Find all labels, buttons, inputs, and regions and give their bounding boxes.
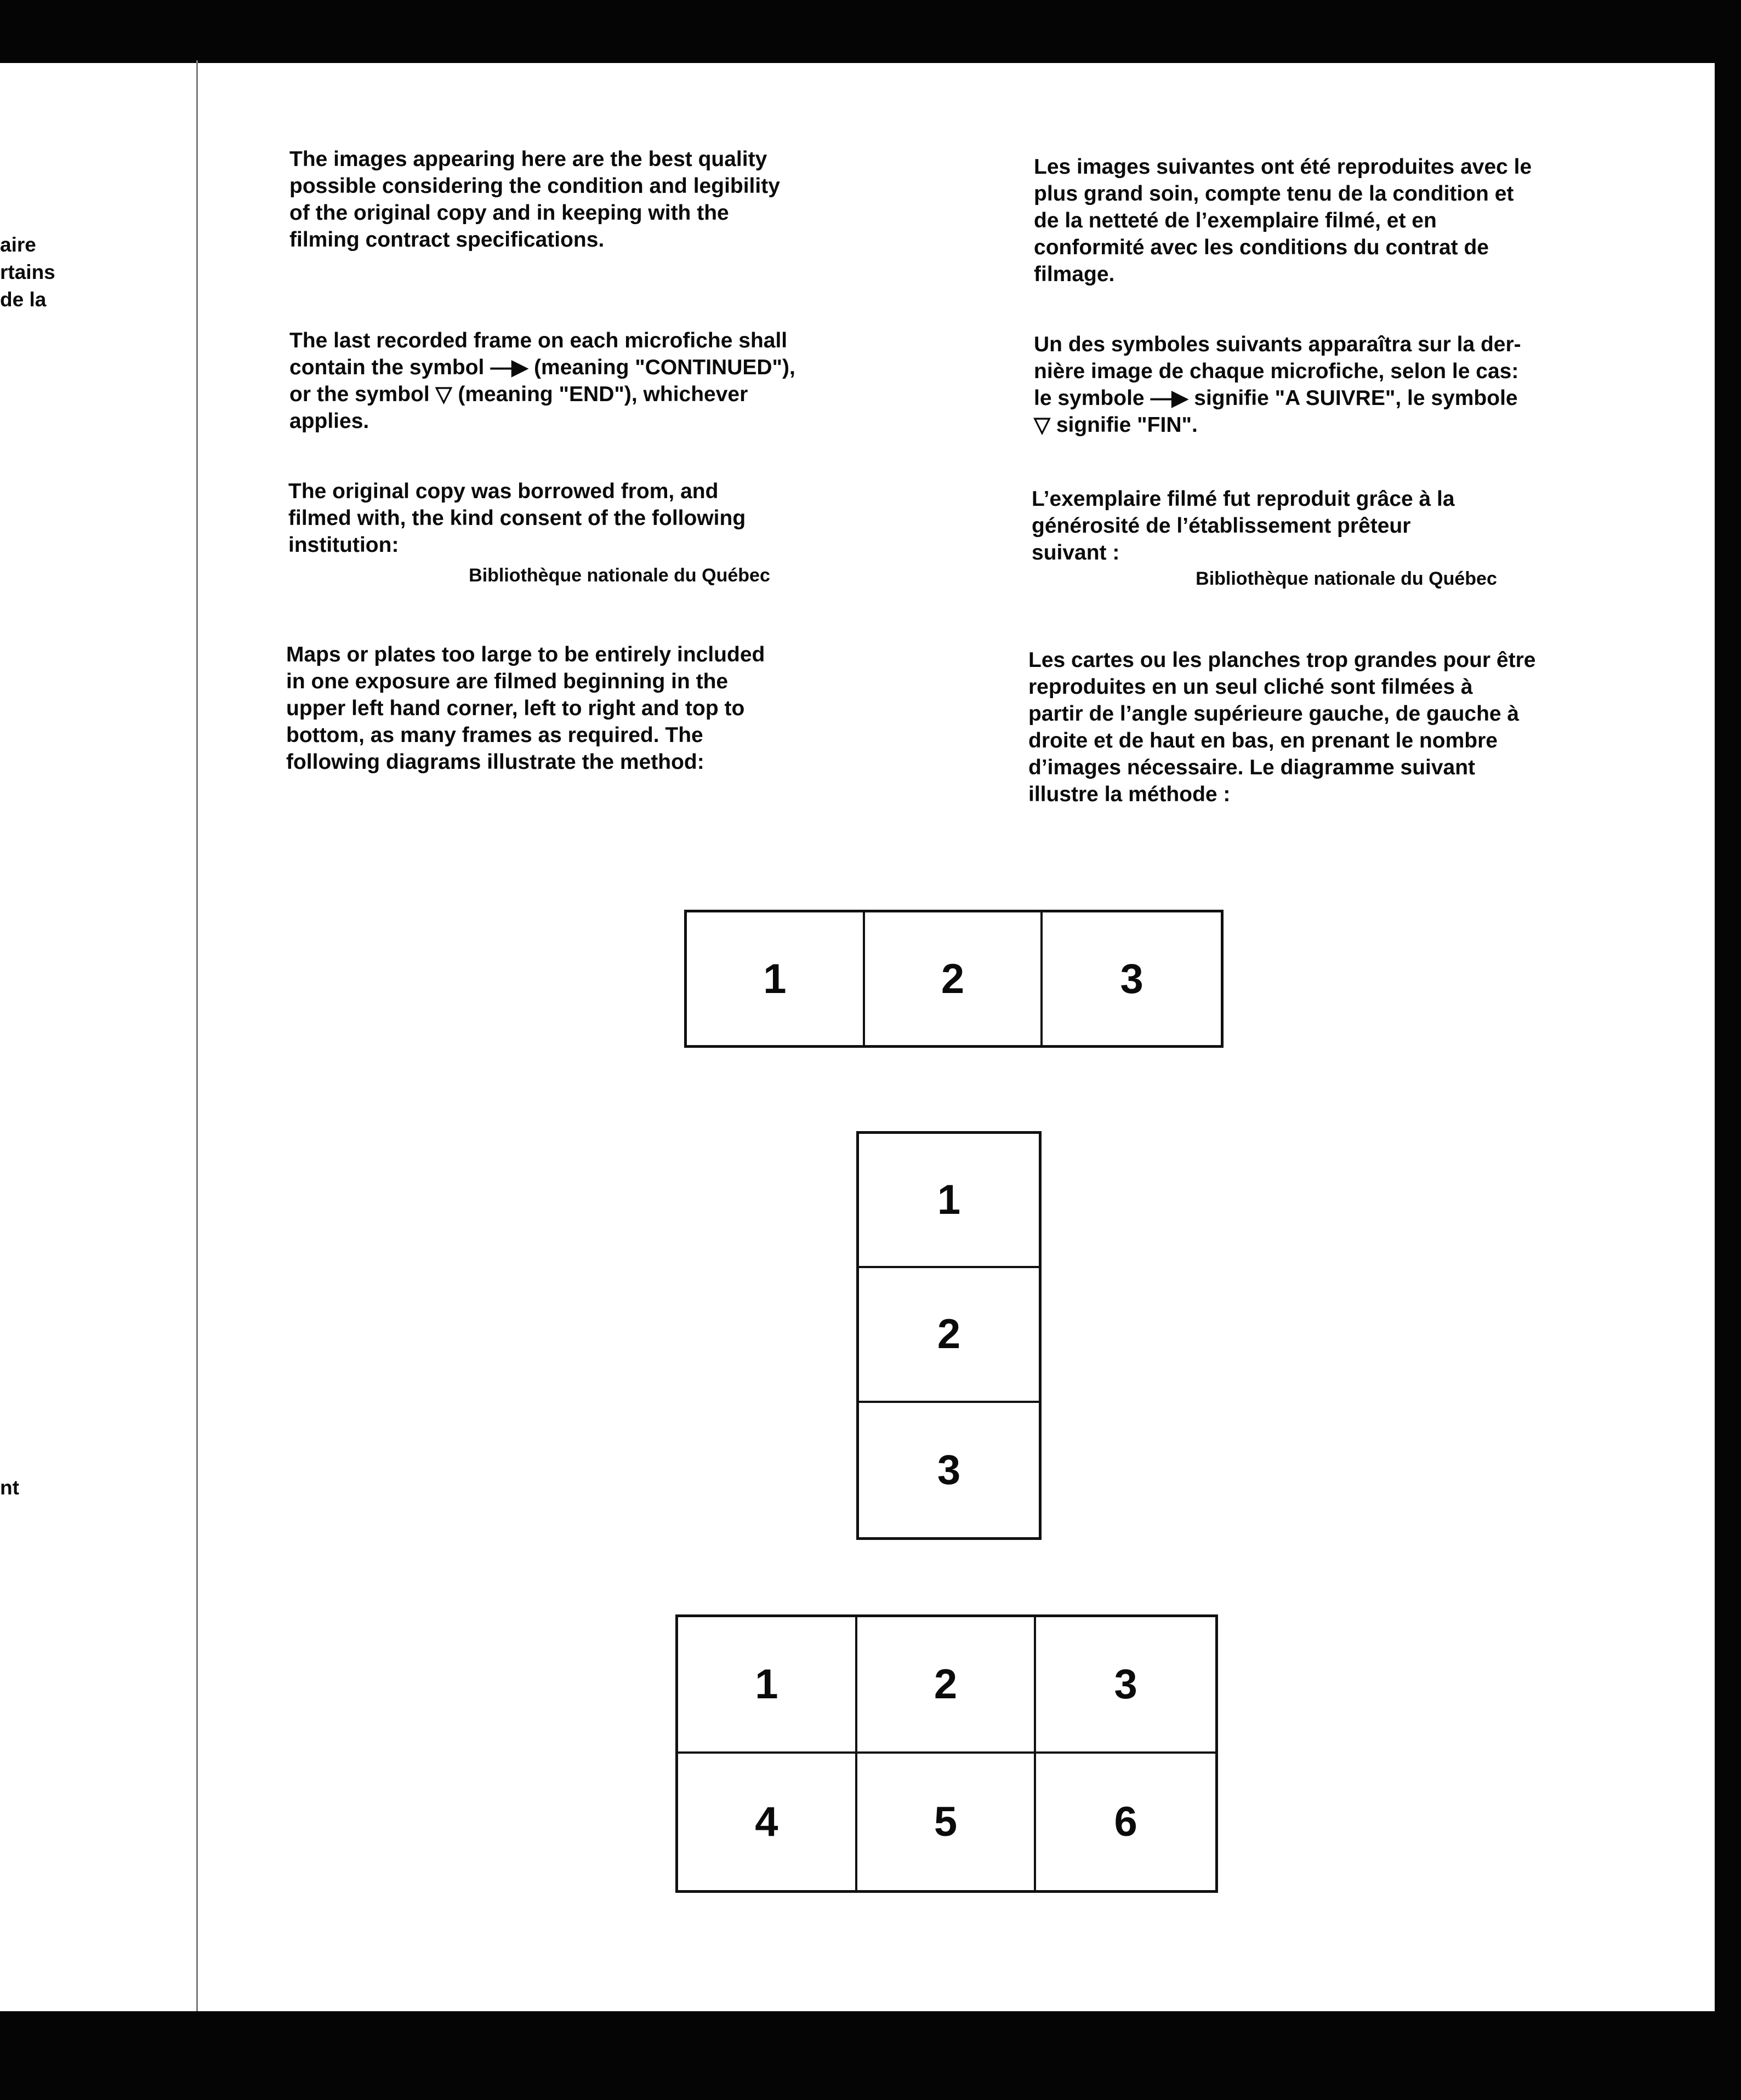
frame-cell: 2 [865,912,1043,1045]
french-symbols-paragraph: Un des symboles suivants apparaîtra sur la der- nière image de chaque microfiche, selon le cas: le symbole —▶ signifie "A SUIVRE", le symbole ▽ signifie "FIN". [1034,333,1521,437]
french-institution-paragraph: L’exemplaire filmé fut reproduit grâce à la générosité de l’établissement prêteur suivant : [1032,487,1455,564]
frame-cell: 3 [1036,1617,1215,1754]
french-institution-name: Bibliothèque nationale du Québec [1196,568,1497,589]
frame-cell: 3 [937,1446,961,1493]
french-quality-paragraph: Les images suivantes ont été reproduites avec le plus grand soin, compte tenu de la condition et de la netteté de l’exemplaire filmé, et en conformité avec les conditions du contrat de filmage. [1034,155,1532,286]
frame-cell: 3 [1120,955,1143,1002]
french-maps-paragraph: Les cartes ou les planches trop grandes pour être reproduites en un seul cliché sont filmées à partir de l’angle supérieure gauche, de gauche à droite et de haut en bas, en prenant le nombre d’images nécessaire. Le diagramme suivant illustre la méthode : [1028,648,1536,806]
frame-cell: 1 [678,1617,857,1754]
frame-cell: 2 [857,1617,1037,1754]
left-margin-fragment: de la [0,288,47,311]
english-symbols-paragraph: The last recorded frame on each microfiche shall contain the symbol —▶ (meaning "CONTINUED"), or the symbol ▽ (meaning "END"), whichever applies. [289,329,795,433]
left-margin-fragment: aire [0,233,36,256]
frame-cell: 4 [678,1754,857,1890]
diagram-two-by-three-grid [675,1614,1218,1893]
frame-cell: 1 [859,1134,1039,1268]
english-maps-paragraph: Maps or plates too large to be entirely included in one exposure are filmed beginning in the upper left hand corner, left to right and top to bottom, as many frames as required. The following diagrams illustrate the method: [286,643,765,774]
diagram-horizontal-row [684,910,1224,1048]
diagram-vertical-column [856,1131,1042,1540]
english-quality-paragraph: The images appearing here are the best quality possible considering the condition and legibility of the original copy and in keeping with the filming contract specifications. [289,147,780,252]
frame-cell: 6 [1114,1799,1137,1845]
english-institution-paragraph: The original copy was borrowed from, and filmed with, the kind consent of the following institution: [288,480,746,557]
frame-cell: 5 [857,1754,1037,1890]
page-gutter-line [196,60,198,2011]
left-margin-fragment: nt [0,1476,19,1499]
english-institution-name: Bibliothèque nationale du Québec [469,565,770,586]
frame-cell: 2 [859,1268,1039,1402]
frame-cell: 1 [687,912,865,1045]
left-margin-fragment: rtains [0,261,55,283]
